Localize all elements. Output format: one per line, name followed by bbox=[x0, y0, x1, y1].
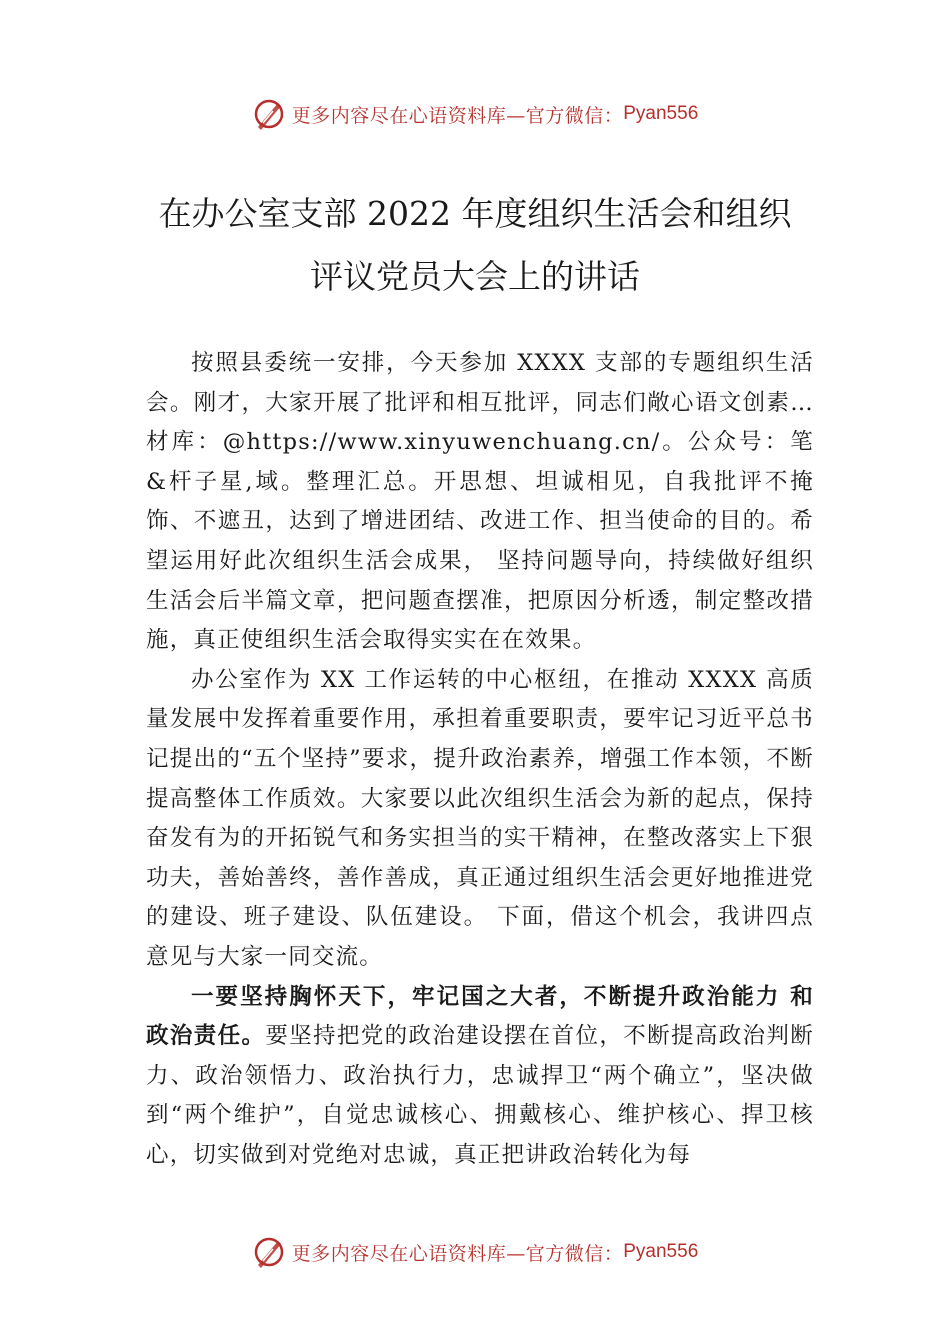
paragraph bbox=[146, 344, 814, 661]
pen-logo-icon bbox=[252, 97, 286, 131]
header-banner-text: 更多内容尽在心语资料库—官方微信： bbox=[291, 104, 624, 127]
paragraph-text: 按照县委统一安排，今天参加 XXXX 支部的专题组织生活会。刚才，大家开展了批评和相互批评，同志们敞心语文创素…材库：@https://www.xinyuwenchuang.cn/。公众号：笔&杆子星,域。整理汇总。开思想、坦诚相见，自我批评不掩饰、不遮丑，达到了增进团结、改进工作、担当使命的目的。希望运用好此次组织生活会成果， 坚持问题导向，持续做好组织生活会后半篇文章，把问题查摆准，把原因分析透，制定整改措施，真正使组织生活会取得实实在在效果。 bbox=[146, 350, 814, 654]
paragraph-text: 办公室作为 XX 工作运转的中心枢纽，在推动 XXXX 高质量发展中发挥着重要作用，承担着重要职责，要牢记习近平总书记提出的“五个坚持”要求，提升政治素养，增强工作本领，不断提高整体工作质效。大家要以此次组织生活会为新的起点，保持奋发有为的开拓锐气和务实担当的实干精神，在整改落实上下狠功夫，善始善终，善作善成，真正通过组织生活会更好地推进党的建设、班子建设、队伍建设。 下面，借这个机会，我讲四点意见与大家一同交流。 bbox=[146, 666, 814, 970]
document-title bbox=[100, 182, 850, 308]
header-banner bbox=[0, 94, 950, 134]
pen-logo-icon bbox=[252, 1235, 286, 1269]
paragraph-bold-lead: 一要坚持胸怀天下，牢记国之大者，不断提升政治能力 和政治责任。 bbox=[146, 983, 814, 1050]
document-body bbox=[146, 344, 814, 1175]
paragraph bbox=[146, 661, 814, 978]
header-banner-id: Pyan556 bbox=[623, 103, 699, 124]
footer-banner-id: Pyan556 bbox=[623, 1241, 699, 1262]
title-line-2: 评议党员大会上的讲话 bbox=[310, 257, 640, 296]
title-line-1: 在办公室支部 2022 年度组织生活会和组织 bbox=[158, 194, 792, 233]
footer-banner-text: 更多内容尽在心语资料库—官方微信： bbox=[291, 1242, 624, 1265]
footer-banner bbox=[0, 1232, 950, 1272]
paragraph bbox=[146, 978, 814, 1176]
paragraph-text: 要坚持把党的政治建设摆在首位，不断提高政治判断力、政治领悟力、政治执行力，忠诚捍卫“两个确立”，坚决做到“两个维护”，自觉忠诚核心、拥戴核心、维护核心、捍卫核心，切实做到对党绝对忠诚，真正把讲政治转化为每 bbox=[146, 1023, 814, 1168]
